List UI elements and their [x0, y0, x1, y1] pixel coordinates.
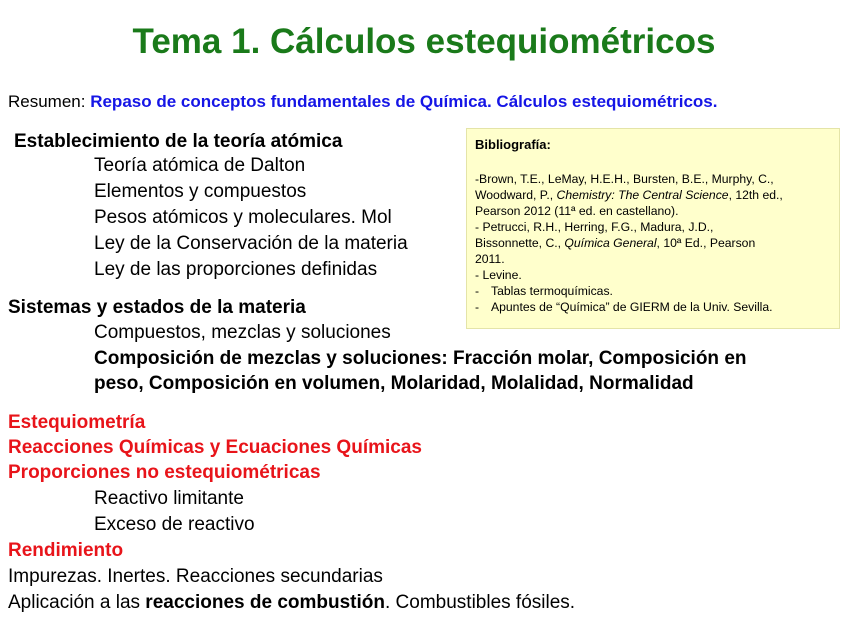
section-heading-non-stoichiometric: Proporciones no estequiométricas — [8, 462, 321, 483]
combustion-line-prefix: Aplicación a las — [8, 592, 146, 613]
list-item: Ley de las proporciones definidas — [94, 259, 378, 280]
bib-tablas-text: Tablas termoquímicas. — [491, 284, 613, 298]
section-heading-yield: Rendimiento — [8, 540, 124, 561]
bib-petrucci-authors: Bissonnette, C., — [475, 236, 565, 250]
bibliography-title: Bibliografía: — [475, 137, 551, 152]
bib-tablas: - Tablas termoquímicas. — [475, 284, 613, 298]
impurities-line: Impurezas. Inertes. Reacciones secundarias — [8, 566, 383, 587]
list-item: Pesos atómicos y moleculares. Mol — [94, 207, 392, 228]
combustion-line — [8, 592, 575, 614]
bibliography-box — [466, 128, 840, 329]
composition-item — [94, 346, 834, 396]
summary-text: Repaso de conceptos fundamentales de Química. Cálculos estequiométricos. — [90, 92, 718, 111]
bib-petrucci-line-1: - Petrucci, R.H., Herring, F.G., Madura, J.D., — [475, 220, 714, 234]
bib-brown-authors: Woodward, P., — [475, 188, 557, 202]
page-title: Tema 1. Cálculos estequiométricos — [132, 22, 716, 61]
bib-brown-edition: , 12th ed., — [728, 188, 783, 202]
summary-label: Resumen: — [8, 92, 91, 111]
bib-levine: - Levine. — [475, 268, 522, 282]
section-heading-matter-states: Sistemas y estados de la materia — [8, 297, 306, 318]
composition-line-1: Composición de mezclas y soluciones: Fracción molar, Composición en — [94, 348, 747, 369]
list-item: Teoría atómica de Dalton — [94, 155, 306, 176]
bib-apuntes: - Apuntes de “Química” de GIERM de la Univ. Sevilla. — [475, 300, 773, 314]
list-item: Elementos y compuestos — [94, 181, 307, 202]
list-item: Compuestos, mezclas y soluciones — [94, 322, 391, 343]
bib-apuntes-text: Apuntes de “Química” de GIERM de la Univ. Sevilla. — [491, 300, 773, 314]
section-heading-reactions: Reacciones Químicas y Ecuaciones Químicas — [8, 437, 422, 458]
section-heading-atomic-theory: Establecimiento de la teoría atómica — [14, 131, 343, 152]
bib-brown-line-2 — [475, 187, 831, 203]
bib-petrucci-line-3: 2011. — [475, 252, 505, 266]
combustion-line-bold: reacciones de combustión — [145, 592, 385, 613]
bib-brown-line-1: -Brown, T.E., LeMay, H.E.H., Bursten, B.E., Murphy, C., — [475, 172, 774, 186]
list-item: Exceso de reactivo — [94, 514, 255, 535]
bib-petrucci-book-title: Química General — [564, 236, 657, 250]
composition-line-2: peso, Composición en volumen, Molaridad, Molalidad, Normalidad — [94, 373, 694, 394]
bib-brown-line-3: Pearson 2012 (11ª ed. en castellano). — [475, 204, 679, 218]
combustion-line-suffix: . Combustibles fósiles. — [384, 592, 576, 613]
bib-petrucci-line-2 — [475, 235, 831, 251]
list-item: Reactivo limitante — [94, 488, 244, 509]
summary — [8, 92, 718, 112]
bib-petrucci-edition: , 10ª Ed., Pearson — [656, 236, 756, 250]
bib-brown-book-title: Chemistry: The Central Science — [556, 188, 729, 202]
list-item: Ley de la Conservación de la materia — [94, 233, 408, 254]
section-heading-stoichiometry: Estequiometría — [8, 412, 146, 433]
